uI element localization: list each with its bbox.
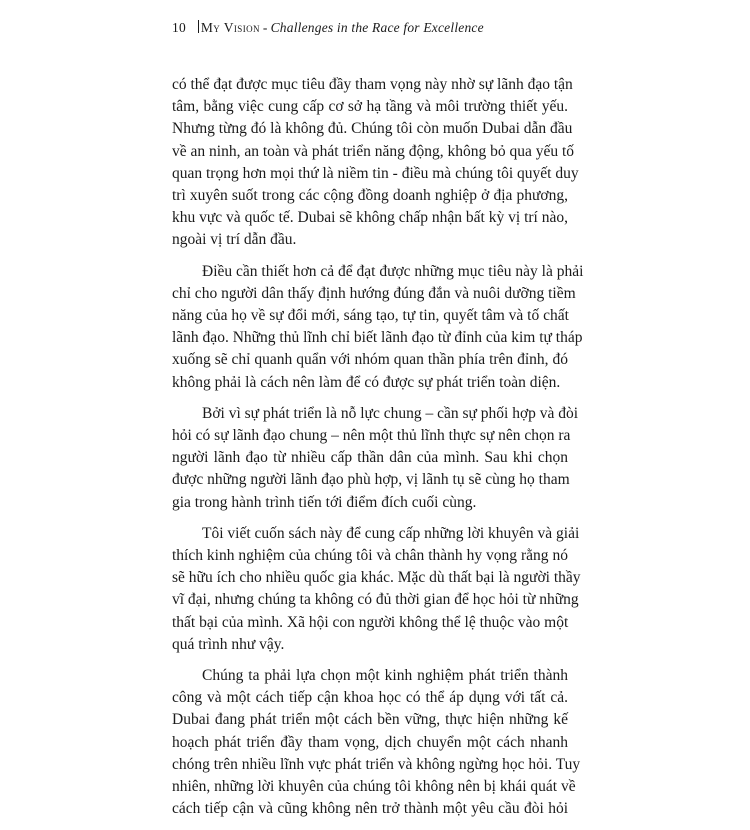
text-line: người lãnh đạo từ nhiều cấp thần dân của mình. Sau khi chọn <box>172 449 568 467</box>
text-line: lãnh đạo. Những thủ lĩnh chỉ biết lãnh đạo từ đỉnh của kim tự tháp <box>172 329 583 347</box>
text-line: về an ninh, an toàn và phát triển năng động, không bỏ qua yếu tố <box>172 142 575 160</box>
text-line: ngoài vị trí dẫn đầu. <box>172 231 297 249</box>
text-line: hoạch phát triển đầy tham vọng, dịch chuyển một cách nhanh <box>172 733 568 751</box>
text-line: được những người lãnh đạo phù hợp, vị lãnh tụ sẽ cùng họ tham <box>172 471 570 489</box>
paragraph <box>172 74 579 252</box>
text-line: thất bại của mình. Xã hội con người không thể lệ thuộc vào một <box>172 613 569 631</box>
text-line: Tôi viết cuốn sách này để cung cấp những lời khuyên và giải <box>202 524 580 542</box>
paragraph <box>172 523 581 656</box>
paragraph <box>172 665 581 820</box>
text-line: Bởi vì sự phát triển là nỗ lực chung – cần sự phối hợp và đòi <box>202 404 579 422</box>
text-line: Dubai đang phát triển một cách bền vững, thực hiện những kế <box>172 711 568 729</box>
text-line: Nhưng từng đó là không đủ. Chúng tôi còn muốn Dubai dẫn đầu <box>172 120 573 138</box>
text-line: quan trọng hơn mọi thứ là niềm tin - điều mà chúng tôi quyết duy <box>172 164 579 182</box>
text-line: thích kinh nghiệm của chúng tôi và chân thành hy vọng rằng nó <box>172 547 568 565</box>
text-line: không phải là cách nên làm để có được sự phát triển toàn diện. <box>172 373 561 391</box>
text-line: vĩ đại, nhưng chúng ta không có đủ thời gian để học hỏi từ những <box>172 591 579 609</box>
text-line: khu vực và quốc tế. Dubai sẽ không chấp nhận bất kỳ vị trí nào, <box>172 209 568 227</box>
text-line: chỉ cho người dân thấy định hướng đúng đắn và nuôi dưỡng tiềm <box>172 284 576 302</box>
header-rule <box>198 20 199 33</box>
text-line: Điều cần thiết hơn cả để đạt được những mục tiêu này là phải <box>202 262 584 280</box>
text-line: gia trong hành trình tiến tới điểm đích cuối cùng. <box>172 493 477 511</box>
text-line: tâm, bằng việc cung cấp cơ sở hạ tầng và môi trường thiết yếu. <box>172 98 568 116</box>
text-line: chóng trên nhiều lĩnh vực phát triển và không ngừng học hỏi. Tuy <box>172 755 581 773</box>
text-line: công và một cách tiếp cận khoa học có thể áp dụng với tất cả. <box>172 689 568 707</box>
body-text <box>172 74 584 830</box>
text-line: quá trình như vậy. <box>172 635 285 653</box>
text-line: xuống sẽ chỉ quanh quẩn với nhóm quan thần phía trên đỉnh, đó <box>172 351 568 369</box>
text-line: có thể đạt được mục tiêu đầy tham vọng này nhờ sự lãnh đạo tận <box>172 76 573 93</box>
text-line: cách tiếp cận và cũng không nên trở thành một yêu cầu đòi hỏi <box>172 800 568 818</box>
header-separator: - <box>262 20 268 35</box>
text-line: năng của họ về sự đổi mới, sáng tạo, tự tin, quyết tâm và tố chất <box>172 307 569 325</box>
text-line: Chúng ta phải lựa chọn một kinh nghiệm phát triển thành <box>202 667 568 685</box>
paragraph <box>172 261 584 394</box>
book-title: My Vision <box>200 20 260 35</box>
running-header <box>172 20 484 36</box>
text-line: sẽ hữu ích cho nhiều quốc gia khác. Mặc dù thất bại là người thầy <box>172 569 581 587</box>
chapter-title: Challenges in the Race for Excellence <box>270 20 484 35</box>
text-line: trì xuyên suốt trong các cộng đồng doanh nghiệp ở địa phương, <box>172 187 568 205</box>
text-line: hỏi có sự lãnh đạo chung – nên một thủ lĩnh thực sự nên chọn ra <box>172 427 571 445</box>
text-line: nhiên, những lời khuyên của chúng tôi không nên bị khái quát về <box>172 778 576 796</box>
paragraph <box>172 403 579 514</box>
page-number: 10 <box>172 20 186 35</box>
